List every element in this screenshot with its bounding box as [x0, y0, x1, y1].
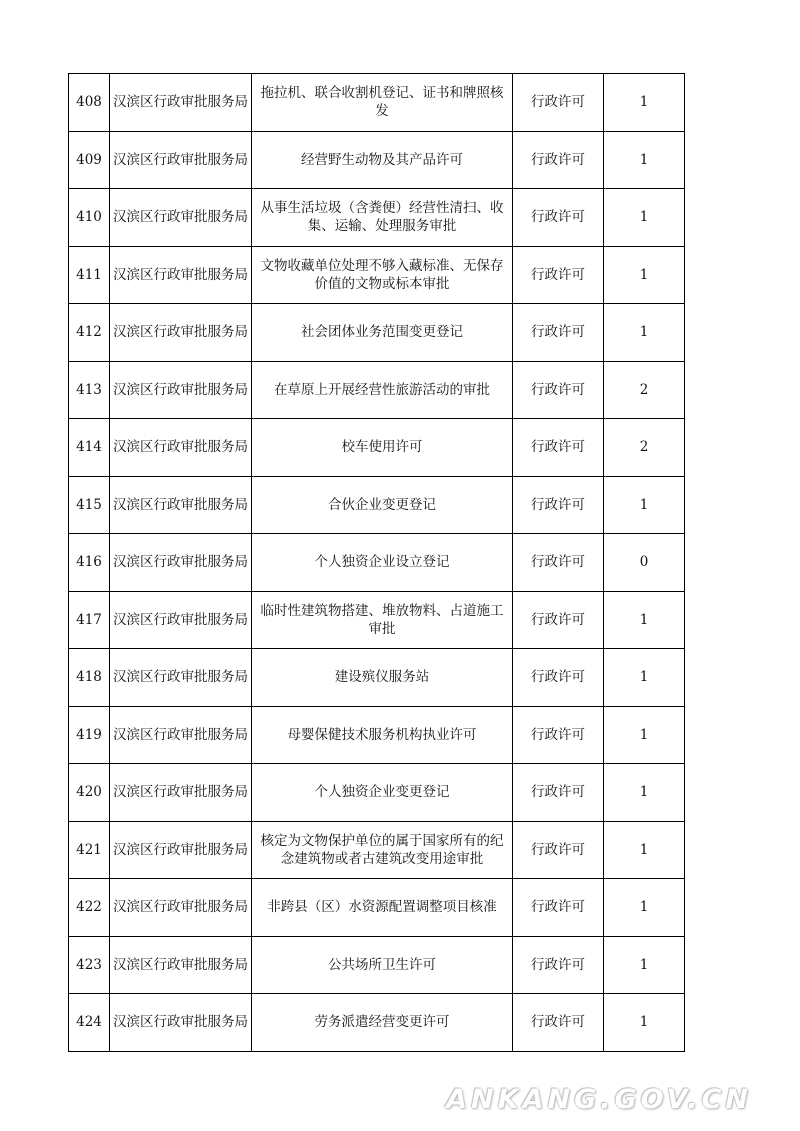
- count-cell: 1: [604, 74, 685, 132]
- approval-type-cell: 行政许可: [513, 706, 604, 764]
- table-row: [69, 361, 685, 419]
- table-row: [69, 936, 685, 994]
- department-cell: 汉滨区行政审批服务局: [110, 591, 252, 649]
- row-number-cell: 420: [69, 764, 110, 822]
- count-cell: 1: [604, 936, 685, 994]
- table-row: [69, 821, 685, 879]
- count-cell: 1: [604, 706, 685, 764]
- table-row: [69, 649, 685, 707]
- count-cell: 2: [604, 361, 685, 419]
- row-number-cell: 413: [69, 361, 110, 419]
- approval-type-cell: 行政许可: [513, 419, 604, 477]
- row-number-cell: 416: [69, 534, 110, 592]
- count-cell: 0: [604, 534, 685, 592]
- approval-item-cell: 建设殡仪服务站: [252, 649, 513, 707]
- row-number-cell: 409: [69, 131, 110, 189]
- department-cell: 汉滨区行政审批服务局: [110, 189, 252, 247]
- count-cell: 1: [604, 879, 685, 937]
- table-row: [69, 476, 685, 534]
- count-cell: 1: [604, 649, 685, 707]
- department-cell: 汉滨区行政审批服务局: [110, 419, 252, 477]
- approval-type-cell: 行政许可: [513, 131, 604, 189]
- approval-type-cell: 行政许可: [513, 591, 604, 649]
- table-row: [69, 304, 685, 362]
- table-row: [69, 131, 685, 189]
- row-number-cell: 415: [69, 476, 110, 534]
- table-row: [69, 189, 685, 247]
- approval-item-cell: 公共场所卫生许可: [252, 936, 513, 994]
- table-row: [69, 419, 685, 477]
- approval-item-cell: 文物收藏单位处理不够入藏标准、无保存价值的文物或标本审批: [252, 246, 513, 304]
- department-cell: 汉滨区行政审批服务局: [110, 476, 252, 534]
- approval-type-cell: 行政许可: [513, 821, 604, 879]
- department-cell: 汉滨区行政审批服务局: [110, 649, 252, 707]
- count-cell: 1: [604, 994, 685, 1052]
- count-cell: 2: [604, 419, 685, 477]
- department-cell: 汉滨区行政审批服务局: [110, 706, 252, 764]
- row-number-cell: 419: [69, 706, 110, 764]
- approval-item-cell: 非跨县（区）水资源配置调整项目核准: [252, 879, 513, 937]
- approval-item-cell: 核定为文物保护单位的属于国家所有的纪念建筑物或者古建筑改变用途审批: [252, 821, 513, 879]
- table-row: [69, 764, 685, 822]
- department-cell: 汉滨区行政审批服务局: [110, 821, 252, 879]
- department-cell: 汉滨区行政审批服务局: [110, 879, 252, 937]
- approval-type-cell: 行政许可: [513, 649, 604, 707]
- approval-item-cell: 在草原上开展经营性旅游活动的审批: [252, 361, 513, 419]
- approval-item-cell: 劳务派遣经营变更许可: [252, 994, 513, 1052]
- row-number-cell: 411: [69, 246, 110, 304]
- approval-item-cell: 母婴保健技术服务机构执业许可: [252, 706, 513, 764]
- row-number-cell: 423: [69, 936, 110, 994]
- approval-item-cell: 社会团体业务范围变更登记: [252, 304, 513, 362]
- table-row: [69, 994, 685, 1052]
- approval-table-body: [69, 74, 685, 1052]
- row-number-cell: 421: [69, 821, 110, 879]
- count-cell: 1: [604, 764, 685, 822]
- row-number-cell: 424: [69, 994, 110, 1052]
- approval-table-sheet: [68, 73, 678, 1052]
- approval-type-cell: 行政许可: [513, 534, 604, 592]
- approval-type-cell: 行政许可: [513, 936, 604, 994]
- department-cell: 汉滨区行政审批服务局: [110, 534, 252, 592]
- approval-item-cell: 临时性建筑物搭建、堆放物料、占道施工审批: [252, 591, 513, 649]
- approval-type-cell: 行政许可: [513, 246, 604, 304]
- approval-item-cell: 经营野生动物及其产品许可: [252, 131, 513, 189]
- department-cell: 汉滨区行政审批服务局: [110, 74, 252, 132]
- approval-item-cell: 拖拉机、联合收割机登记、证书和牌照核发: [252, 74, 513, 132]
- table-row: [69, 879, 685, 937]
- department-cell: 汉滨区行政审批服务局: [110, 764, 252, 822]
- department-cell: 汉滨区行政审批服务局: [110, 361, 252, 419]
- table-row: [69, 591, 685, 649]
- row-number-cell: 422: [69, 879, 110, 937]
- approval-table: [68, 73, 685, 1052]
- department-cell: 汉滨区行政审批服务局: [110, 246, 252, 304]
- approval-type-cell: 行政许可: [513, 304, 604, 362]
- count-cell: 1: [604, 476, 685, 534]
- row-number-cell: 412: [69, 304, 110, 362]
- row-number-cell: 418: [69, 649, 110, 707]
- table-row: [69, 534, 685, 592]
- approval-type-cell: 行政许可: [513, 764, 604, 822]
- table-row: [69, 706, 685, 764]
- approval-item-cell: 从事生活垃圾（含粪便）经营性清扫、收集、运输、处理服务审批: [252, 189, 513, 247]
- approval-type-cell: 行政许可: [513, 189, 604, 247]
- approval-type-cell: 行政许可: [513, 994, 604, 1052]
- approval-type-cell: 行政许可: [513, 361, 604, 419]
- approval-item-cell: 个人独资企业变更登记: [252, 764, 513, 822]
- count-cell: 1: [604, 591, 685, 649]
- count-cell: 1: [604, 304, 685, 362]
- department-cell: 汉滨区行政审批服务局: [110, 994, 252, 1052]
- row-number-cell: 417: [69, 591, 110, 649]
- count-cell: 1: [604, 821, 685, 879]
- table-row: [69, 246, 685, 304]
- count-cell: 1: [604, 189, 685, 247]
- count-cell: 1: [604, 131, 685, 189]
- department-cell: 汉滨区行政审批服务局: [110, 131, 252, 189]
- approval-item-cell: 合伙企业变更登记: [252, 476, 513, 534]
- count-cell: 1: [604, 246, 685, 304]
- table-row: [69, 74, 685, 132]
- row-number-cell: 410: [69, 189, 110, 247]
- row-number-cell: 408: [69, 74, 110, 132]
- approval-type-cell: 行政许可: [513, 476, 604, 534]
- approval-item-cell: 校车使用许可: [252, 419, 513, 477]
- approval-item-cell: 个人独资企业设立登记: [252, 534, 513, 592]
- approval-type-cell: 行政许可: [513, 879, 604, 937]
- site-watermark: ANKANG.GOV.CN: [446, 1084, 752, 1115]
- row-number-cell: 414: [69, 419, 110, 477]
- department-cell: 汉滨区行政审批服务局: [110, 936, 252, 994]
- approval-type-cell: 行政许可: [513, 74, 604, 132]
- department-cell: 汉滨区行政审批服务局: [110, 304, 252, 362]
